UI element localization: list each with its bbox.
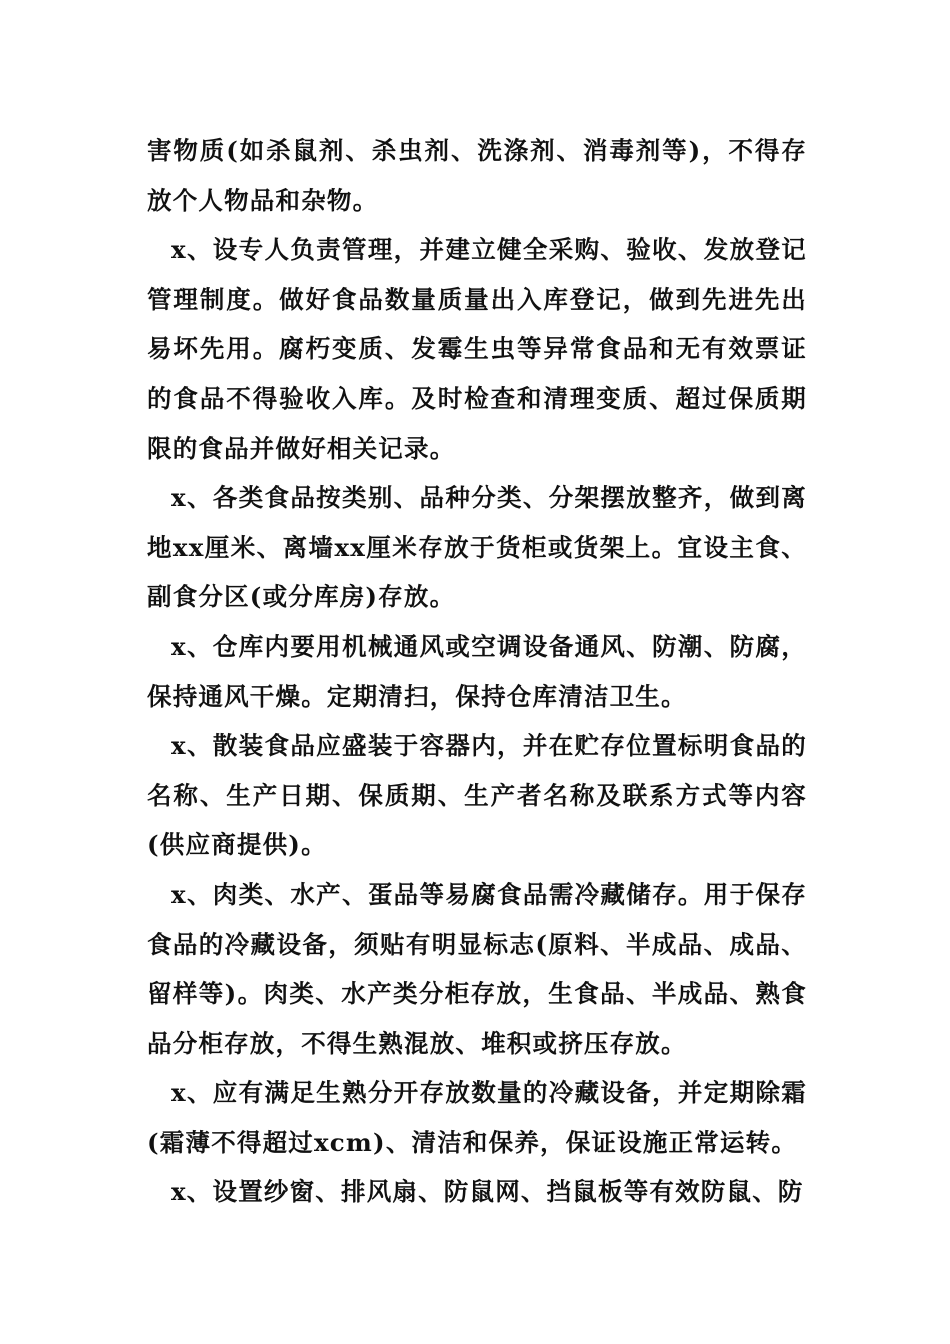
- paragraph-management: x、设专人负责管理，并建立健全采购、验收、发放登记管理制度。做好食品数量质量出入库登记，做到先进先出易坏先用。腐朽变质、发霉生虫等异常食品和无有效票证的食品不得验收入库。及时检查和清理变质、超过保质期限的食品并做好相关记录。: [147, 235, 807, 463]
- paragraph-pest-control: x、设置纱窗、排风扇、防鼠网、挡鼠板等有效防鼠、防: [171, 1177, 804, 1207]
- paragraph-refrigeration: x、肉类、水产、蛋品等易腐食品需冷藏储存。用于保存食品的冷藏设备，须贴有明显标志(原料、半成品、成品、留样等)。肉类、水产类分柜存放，生食品、半成品、熟食品分柜存放，不得生熟混放、堆积或挤压存放。: [147, 879, 807, 1058]
- paragraph-ventilation: x、仓库内要用机械通风或空调设备通风、防潮、防腐，保持通风干燥。定期清扫，保持仓库清洁卫生。: [147, 631, 807, 711]
- document-body: [147, 126, 807, 1217]
- paragraph-bulk-food: x、散装食品应盛装于容器内，并在贮存位置标明食品的名称、生产日期、保质期、生产者名称及联系方式等内容(供应商提供)。: [147, 731, 807, 860]
- paragraph-cold-storage: x、应有满足生熟分开存放数量的冷藏设备，并定期除霜(霜薄不得超过xcm)、清洁和保养，保证设施正常运转。: [147, 1078, 807, 1157]
- paragraph-shelving: x、各类食品按类别、品种分类、分架摆放整齐，做到离地xx厘米、离墙xx厘米存放于货柜或货架上。宜设主食、副食分区(或分库房)存放。: [147, 483, 807, 612]
- paragraph-continuation: 害物质(如杀鼠剂、杀虫剂、洗涤剂、消毒剂等)，不得存放个人物品和杂物。: [147, 136, 807, 215]
